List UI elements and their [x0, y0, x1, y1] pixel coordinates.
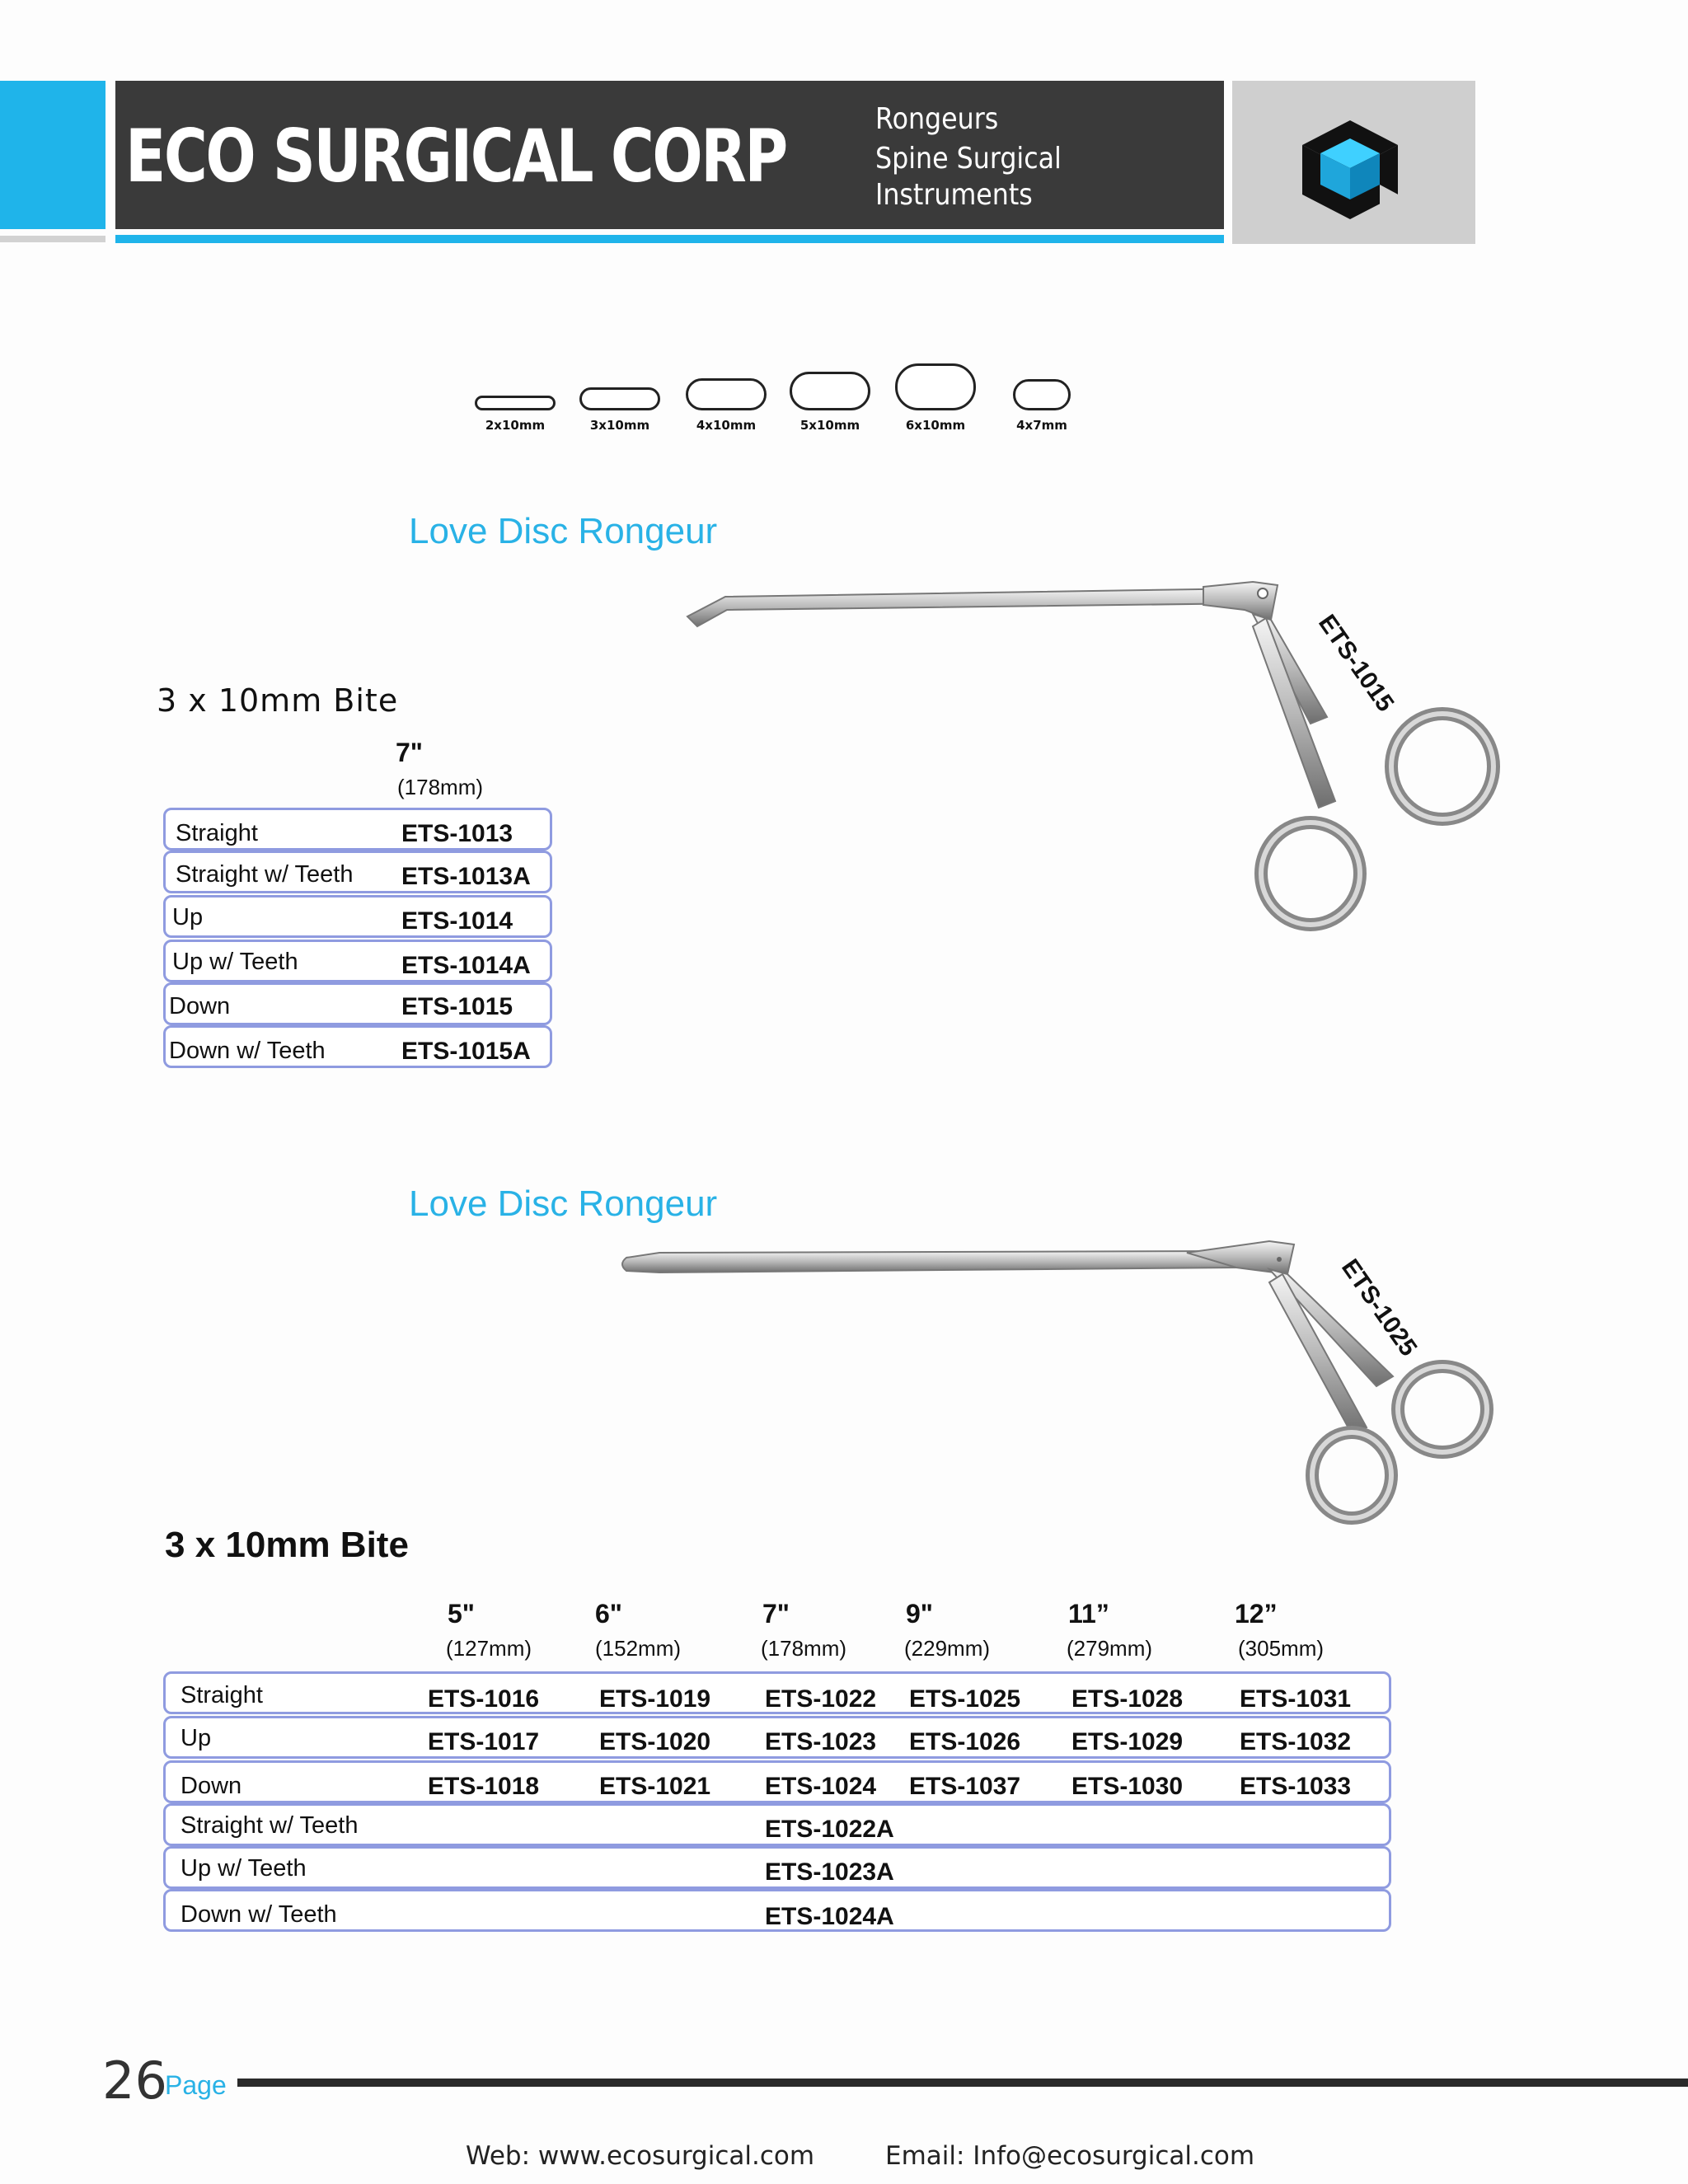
size-inch: 7" [396, 738, 423, 767]
size-mm: (178mm) [397, 775, 484, 799]
page-label: Page [165, 2070, 227, 2100]
table-row [163, 1760, 1391, 1803]
size-mm: (178mm) [761, 1636, 847, 1661]
product-code: ETS-1029 [1071, 1728, 1184, 1755]
image-code-label: ETS-1015 [1312, 610, 1400, 717]
product-code: ETS-1013A [401, 863, 531, 890]
bite-label: 5x10mm [799, 418, 860, 433]
product-title: Love Disc Rongeur [409, 1183, 718, 1224]
size-inch: 9" [906, 1599, 933, 1629]
header-accent-block [0, 81, 106, 229]
size-inch: 5" [448, 1599, 475, 1629]
size-inch: 12” [1235, 1599, 1278, 1629]
product-code: ETS-1037 [909, 1773, 1021, 1800]
header-subtitle-line-2: Spine Surgical [875, 142, 1062, 176]
bite-label: 3x10mm [589, 418, 650, 433]
bite-label: 6x10mm [905, 418, 966, 433]
row-label: Down [169, 993, 231, 1019]
product-code: ETS-1013 [401, 820, 513, 847]
row-label: Straight w/ Teeth [176, 861, 354, 888]
product-code: ETS-1015 [401, 993, 513, 1020]
row-label: Up w/ Teeth [172, 949, 298, 975]
product-code: ETS-1018 [428, 1773, 540, 1800]
row-label: Up [181, 1725, 212, 1751]
size-inch: 7" [762, 1599, 790, 1629]
table-row [163, 1846, 1391, 1889]
bite-label: 4x10mm [696, 418, 757, 433]
product-code: ETS-1023 [765, 1728, 877, 1755]
product-code: ETS-1016 [428, 1685, 540, 1713]
bite-shape-2x10 [475, 396, 556, 410]
size-mm: (305mm) [1238, 1636, 1325, 1661]
product-code: ETS-1032 [1240, 1728, 1352, 1755]
company-name: ECO SURGICAL CORP [125, 114, 786, 199]
bite-shape-5x10 [790, 372, 870, 410]
table-row [163, 940, 552, 982]
bite-size-heading: 3 x 10mm Bite [165, 1525, 409, 1565]
bite-shape-3x10 [579, 387, 660, 410]
row-label: Down [181, 1773, 242, 1799]
header-accent-underline [0, 236, 106, 242]
row-label: Down w/ Teeth [181, 1901, 337, 1928]
product-code: ETS-1020 [599, 1728, 711, 1755]
product-code: ETS-1021 [599, 1773, 711, 1800]
row-label: Straight [181, 1682, 263, 1708]
table-row [163, 851, 552, 893]
bite-label: 2x10mm [485, 418, 546, 433]
bite-shape-6x10 [895, 363, 976, 410]
product-code: ETS-1024A [765, 1903, 894, 1930]
product-code: ETS-1031 [1240, 1685, 1352, 1713]
row-label: Straight [176, 820, 258, 846]
product-code: ETS-1033 [1240, 1773, 1352, 1800]
footer-email[interactable]: Email: Info@ecosurgical.com [885, 2141, 1255, 2171]
bite-shape-4x7 [1013, 379, 1071, 410]
size-mm: (127mm) [446, 1636, 532, 1661]
row-label: Up w/ Teeth [181, 1855, 307, 1882]
product-code: ETS-1022 [765, 1685, 877, 1713]
product-code: ETS-1030 [1071, 1773, 1184, 1800]
size-inch: 6" [595, 1599, 622, 1629]
table-row [163, 1716, 1391, 1759]
product-code: ETS-1028 [1071, 1685, 1184, 1713]
table-row [163, 1803, 1391, 1846]
product-code: ETS-1022A [765, 1816, 894, 1843]
product-code: ETS-1015A [401, 1038, 531, 1065]
header-bar-underline [115, 235, 1224, 243]
bite-size-heading: 3 x 10mm Bite [157, 682, 399, 719]
table-row [163, 1671, 1391, 1714]
size-inch: 11” [1068, 1599, 1109, 1629]
size-mm: (229mm) [904, 1636, 991, 1661]
table-row [163, 1025, 552, 1068]
product-code: ETS-1017 [428, 1728, 540, 1755]
table-row [163, 1889, 1391, 1932]
product-title: Love Disc Rongeur [409, 511, 718, 551]
product-code: ETS-1014A [401, 952, 531, 979]
rongeur-instrument-image [676, 569, 1533, 940]
image-code-label: ETS-1025 [1335, 1254, 1423, 1361]
table-row [163, 982, 552, 1025]
row-label: Straight w/ Teeth [181, 1812, 359, 1839]
row-label: Up [172, 904, 204, 930]
table-row [163, 808, 552, 851]
product-code: ETS-1024 [765, 1773, 877, 1800]
product-code: ETS-1014 [401, 907, 513, 935]
product-code: ETS-1019 [599, 1685, 711, 1713]
row-label: Down w/ Teeth [169, 1038, 326, 1064]
header-subtitle-line-1: Rongeurs [875, 102, 999, 136]
page-number: 26 [102, 2050, 167, 2111]
cube-logo-icon [1301, 114, 1408, 221]
rongeur-instrument-image [610, 1228, 1533, 1541]
footer-divider [237, 2079, 1688, 2087]
size-mm: (152mm) [595, 1636, 682, 1661]
header-subtitle-line-3: Instruments [875, 178, 1033, 212]
bite-label: 4x7mm [1016, 418, 1067, 433]
table-row [163, 895, 552, 938]
footer-web[interactable]: Web: www.ecosurgical.com [466, 2141, 815, 2171]
product-code: ETS-1025 [909, 1685, 1021, 1713]
bite-shape-4x10 [686, 378, 767, 410]
size-mm: (279mm) [1067, 1636, 1153, 1661]
product-code: ETS-1026 [909, 1728, 1021, 1755]
product-code: ETS-1023A [765, 1858, 894, 1886]
